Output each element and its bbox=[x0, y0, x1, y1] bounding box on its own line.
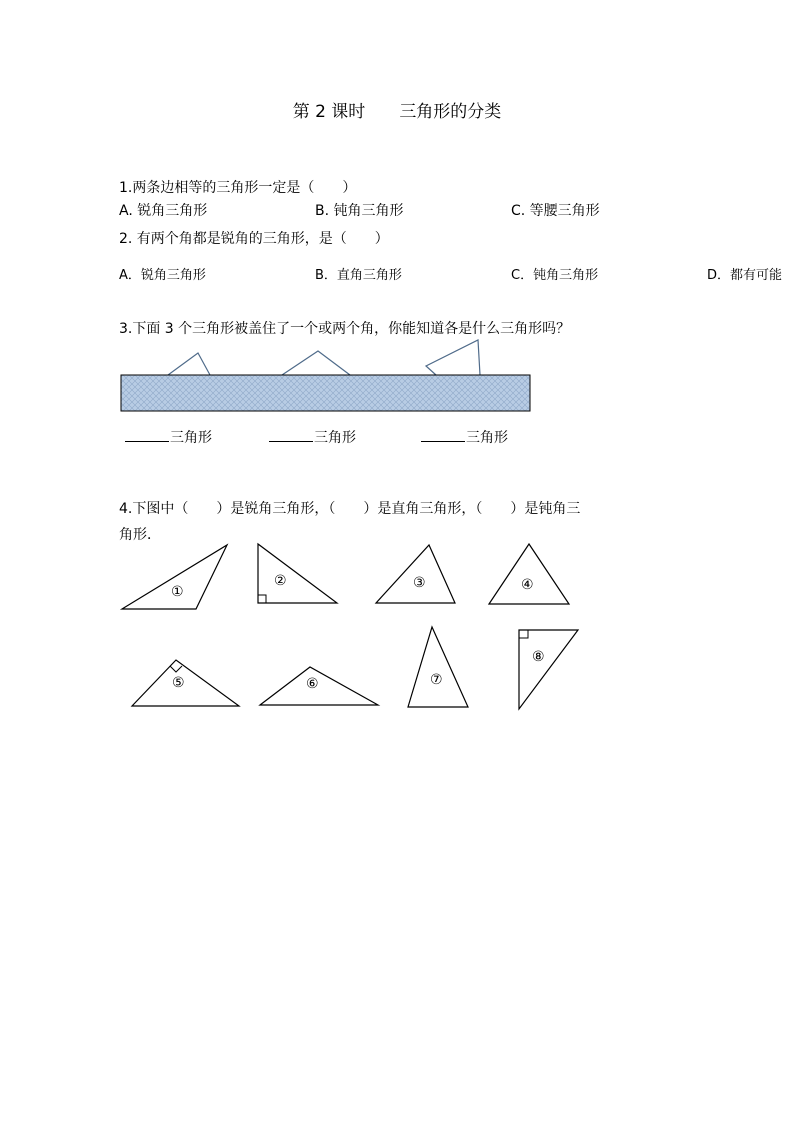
q2-option-b: B．直角三角形 bbox=[315, 268, 402, 283]
answer-blank[interactable] bbox=[421, 440, 465, 442]
cover-board bbox=[121, 375, 530, 411]
triangle-5 bbox=[132, 660, 239, 706]
right-angle-mark-5 bbox=[170, 666, 182, 672]
q3-answer-3 bbox=[421, 427, 508, 447]
q4-stem-line2: 角形． bbox=[119, 527, 161, 543]
triangle-6 bbox=[260, 667, 378, 705]
triangle-label-6: ⑥ bbox=[306, 676, 319, 692]
answer-blank[interactable] bbox=[125, 440, 169, 442]
triangle-2 bbox=[258, 544, 337, 603]
triangle-4 bbox=[489, 544, 569, 604]
q3-answer-2 bbox=[269, 427, 356, 447]
triangle-label-8: ⑧ bbox=[532, 649, 545, 665]
q2-option-c: C．钝角三角形 bbox=[511, 268, 599, 283]
triangle-label-1: ① bbox=[171, 584, 184, 600]
q3-covered-triangle-1 bbox=[168, 353, 210, 375]
q2-option-a: A．锐角三角形 bbox=[119, 268, 206, 283]
triangle-label-3: ③ bbox=[413, 575, 426, 591]
triangle-label-7: ⑦ bbox=[430, 672, 443, 688]
q2-stem: 2. 有两个角都是锐角的三角形，是（ ） bbox=[119, 231, 389, 247]
triangle-label-5: ⑤ bbox=[172, 675, 185, 691]
q1-stem: 1.两条边相等的三角形一定是（ ） bbox=[119, 180, 357, 196]
answer-suffix: 三角形 bbox=[170, 430, 212, 446]
q3-answer-1 bbox=[125, 427, 212, 447]
right-angle-mark-8 bbox=[519, 630, 528, 638]
q2-option-d: D．都有可能 bbox=[707, 268, 783, 283]
triangle-label-2: ② bbox=[274, 573, 287, 589]
triangle-3 bbox=[376, 545, 455, 603]
q1-option-a: A. 锐角三角形 bbox=[119, 203, 208, 219]
lesson-topic: 三角形的分类 bbox=[399, 102, 502, 122]
q3-stem: 3.下面 3 个三角形被盖住了一个或两个角，你能知道各是什么三角形吗？ bbox=[119, 321, 571, 337]
q1-option-c: C. 等腰三角形 bbox=[511, 203, 600, 219]
triangle-label-4: ④ bbox=[521, 577, 534, 593]
q3-covered-triangle-3 bbox=[426, 340, 480, 375]
triangle-8 bbox=[519, 630, 578, 709]
right-angle-mark-2 bbox=[258, 595, 266, 603]
answer-suffix: 三角形 bbox=[466, 430, 508, 446]
lesson-number: 第 2 课时 bbox=[292, 102, 366, 122]
answer-blank[interactable] bbox=[269, 440, 313, 442]
q3-covered-triangle-2 bbox=[282, 351, 350, 375]
answer-suffix: 三角形 bbox=[314, 430, 356, 446]
triangle-7 bbox=[408, 627, 468, 707]
q4-stem-line1: 4.下图中（ ）是锐角三角形，（ ）是直角三角形，（ ）是钝角三 bbox=[119, 501, 581, 517]
q1-option-b: B. 钝角三角形 bbox=[315, 203, 404, 219]
